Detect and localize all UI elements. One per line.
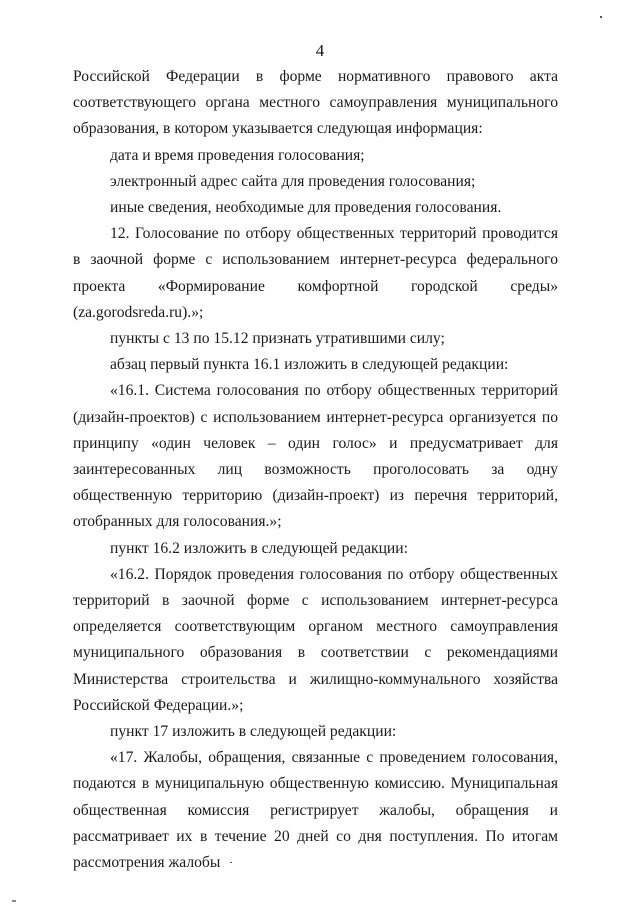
page-number: 4 <box>315 41 325 60</box>
paragraph-other-info: иные сведения, необходимые для проведения голосования. <box>110 199 502 217</box>
paragraph-continuation: Российской Федерации в форме нормативного правового акта соответствующего органа местного самоуправления муниципального образования, в котором указывается следующая информация: <box>73 68 558 138</box>
paragraph-item-17: «17. Жалобы, обращения, связанные с проведением голосования, подаются в муниципальную общественную комиссию. Муниципальная общественная комиссия регистрирует жалобы, обращения и рассматривает их в течение 20 дней со дня поступления. По итогам рассмотрения жалобы <box>73 749 558 872</box>
paragraph-date-time: дата и время проведения голосования; <box>110 146 365 164</box>
paragraph-16-2-intro: пункт 16.2 изложить в следующей редакции: <box>110 539 408 557</box>
paragraph-item-16-1: «16.1. Система голосования по отбору общественных территорий (дизайн-проектов) с использованием интернет-ресурса организуется по принципу «один человек – один голос» и предусматривает для заинтересованных лиц возможность проголосовать за одну общественную территорию (дизайн-проект) из перечня территорий, отобранных для голосования.»; <box>73 382 558 531</box>
paragraph-item-12: 12. Голосование по отбору общественных территорий проводится в заочной форме с использованием интернет-ресурса федерального проекта «Формирование комфортной городской среды» (za.gorodsreda.ru).»; <box>73 225 558 321</box>
scan-speck <box>230 862 232 863</box>
paragraph-site-address: электронный адрес сайта для проведения голосования; <box>110 172 476 190</box>
scan-speck <box>12 900 16 902</box>
paragraph-items-13-15: пункты с 13 по 15.12 признать утратившими силу; <box>110 330 445 348</box>
document-body <box>73 64 558 876</box>
paragraph-item-16-2: «16.2. Порядок проведения голосования по отбору общественных территорий в заочной форме с использованием интернет-ресурса определяется соответствующим органом местного самоуправления муниципального образования в соответствии с рекомендациями Министерства строительства и жилищно-коммунального хозяйства Российской Федерации.»; <box>73 565 558 714</box>
scan-speck <box>600 16 602 18</box>
paragraph-17-intro: пункт 17 изложить в следующей редакции: <box>110 723 397 741</box>
paragraph-16-1-intro: абзац первый пункта 16.1 изложить в следующей редакции: <box>110 356 509 374</box>
